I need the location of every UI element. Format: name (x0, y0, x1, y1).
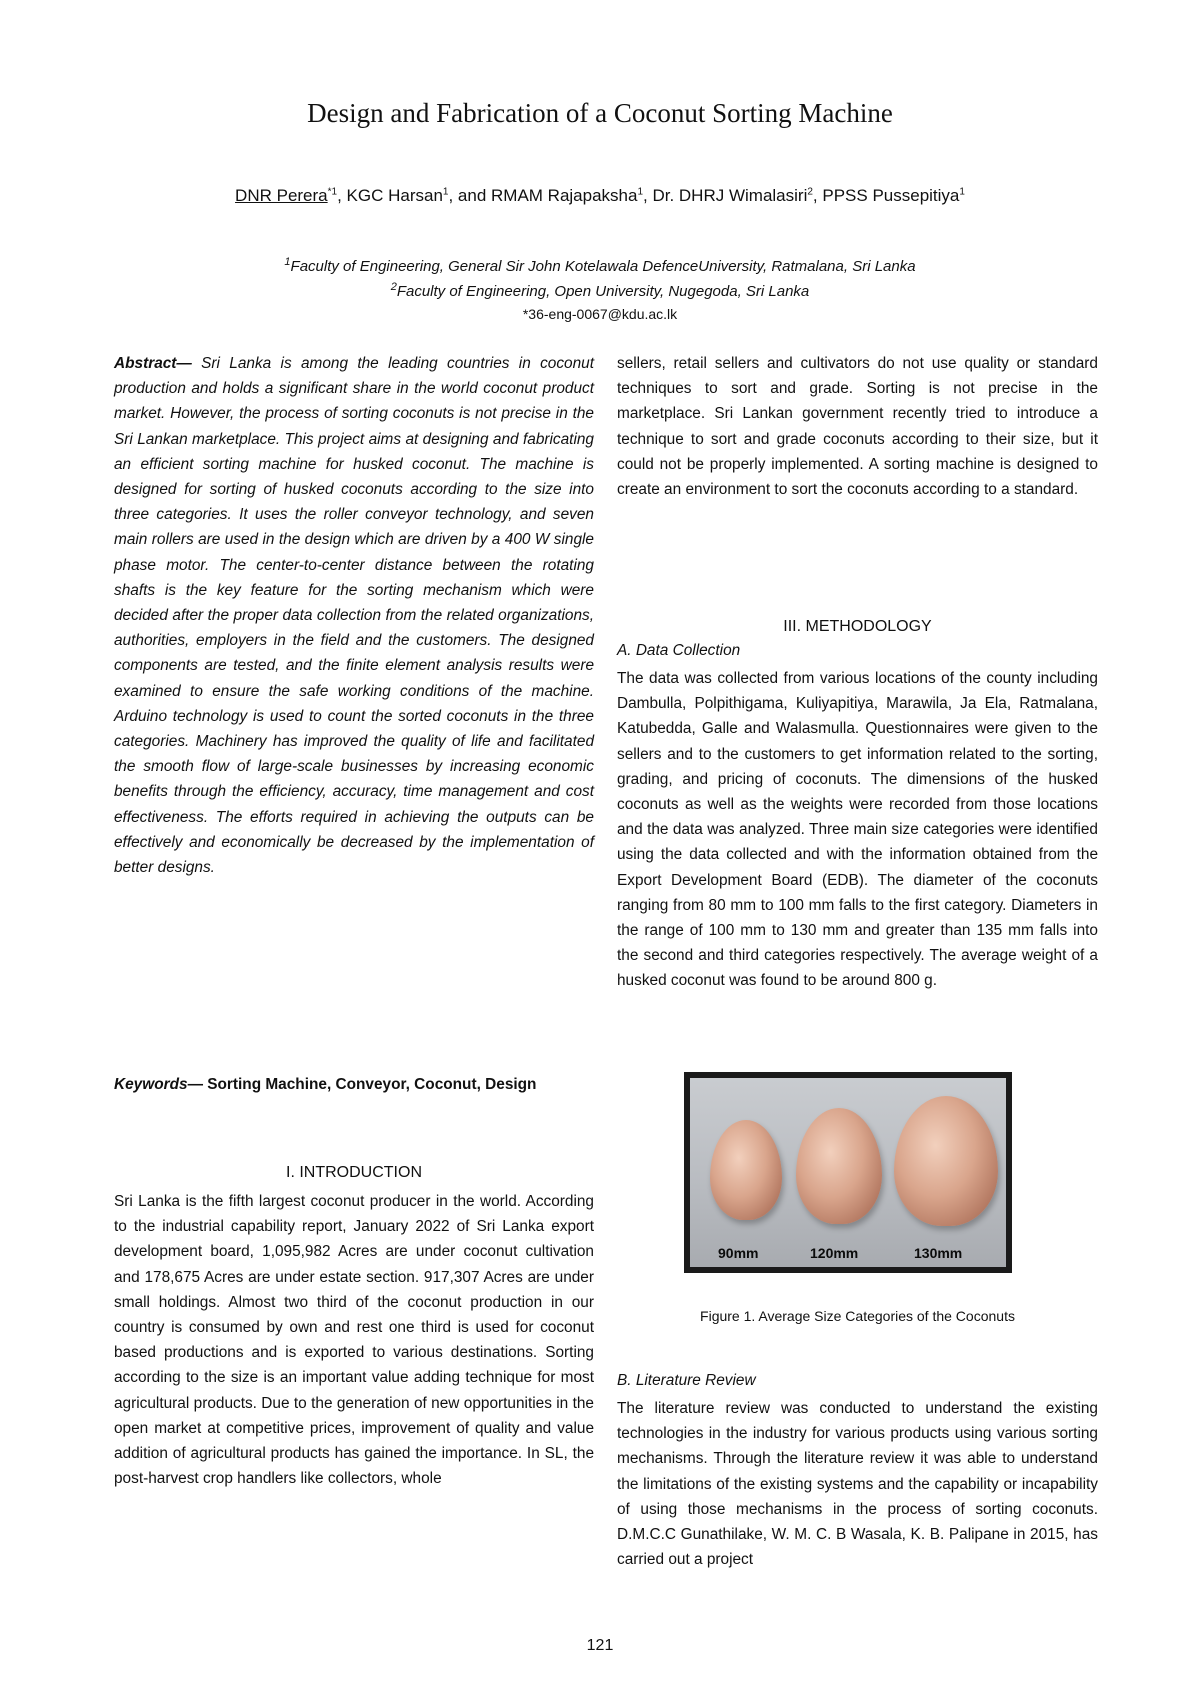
affiliation-1 (0, 256, 1200, 275)
affil-text: Faculty of Engineering, General Sir John Kotelawala DefenceUniversity, Ratmalana, Sri Lanka (290, 258, 916, 275)
coconut-large (894, 1096, 998, 1226)
author-affil-mark: 2 (807, 186, 813, 198)
introduction-text (114, 1189, 594, 1491)
author-name: , Dr. DHRJ Wimalasiri (643, 186, 808, 205)
author-name: DNR Perera (235, 186, 328, 205)
author-name: , and RMAM Rajapaksha (448, 186, 638, 205)
data-collection-subheading: A. Data Collection (617, 642, 741, 659)
literature-review-text (617, 1396, 1098, 1572)
literature-review-subheading: B. Literature Review (617, 1372, 756, 1389)
figure-caption: Figure 1. Average Size Categories of the Coconuts (700, 1308, 1015, 1324)
introduction-heading: I. INTRODUCTION (286, 1164, 422, 1181)
coconut-medium (796, 1108, 882, 1224)
paragraph: sellers, retail sellers and cultivators do not use quality or standard techniques to sort and grade. Sorting is not precise in the marketplace. Sri Lankan government recently tried to introduce a technique to sort and grade coconuts according to their size, but it could not be properly implemented. A sorting machine is designed to create an environment to sort the coconuts according to a standard. (617, 355, 1098, 499)
affil-mark: 2 (390, 281, 397, 293)
author-list (0, 186, 1200, 206)
coconut-small (710, 1120, 782, 1220)
affil-text: Faculty of Engineering, Open University, Nugegoda, Sri Lanka (396, 283, 810, 300)
paragraph: The data was collected from various locations of the county including Dambulla, Polpithigama, Kuliyapitiya, Marawila, Ja Ela, Ratmalana, Katubedda, Galle and Walasmulla. Questionnaires were given to the sellers and to the customers to get information related to the sorting, grading, and pricing of coconuts. The dimensions of the husked coconuts as well as the weights were recorded from those locations and the data was analyzed. Three main size categories were identified using the data collected and with the information obtained from the Export Development Board (EDB). The diameter of the coconuts ranging from 80 mm to 100 mm falls to the first category. Diameters in the range of 100 mm to 130 mm and greater than 135 mm falls into the second and third categories respectively. The average weight of a husked coconut was found to be around 800 g. (617, 670, 1098, 990)
page-number: 121 (586, 1637, 614, 1654)
abstract-text: Sri Lanka is among the leading countries in coconut production and holds a significant share in the world coconut product market. However, the process of sorting coconuts is not precise in the Sri Lankan marketplace. This project aims at designing and fabricating an efficient sorting machine for husked coconut. The machine is designed for sorting of husked coconuts according to the size into three categories. It uses the roller conveyor technology, and seven main rollers are used in the design which are driven by a 400 W single phase motor. The center-to-center distance between the rotating shafts is the key feature for the sorting mechanism which were decided after the proper data collection from the related organizations, authorities, employers in the field and the customers. The designed components are tested, and the finite element analysis results were examined to ensure the safe working conditions of the machine. Arduino technology is used to count the sorted coconuts in the three categories. Machinery has improved the quality of life and facilitated the smooth flow of large-scale businesses by increasing economic benefits through the efficiency, accuracy, time management and cost effectiveness. The efforts required in achieving the outputs can be effectively and economically be decreased by the implementation of better designs. (114, 355, 594, 877)
author-affil-mark: 1 (442, 186, 449, 198)
abstract (114, 351, 594, 880)
size-label: 120mm (810, 1245, 859, 1261)
contact-email: *36-eng-0067@kdu.ac.lk (522, 306, 678, 322)
author-name: , PPSS Pussepitiya (812, 186, 960, 205)
coconut-photo (684, 1072, 1012, 1273)
affiliation-2 (0, 281, 1200, 300)
paper-title: Design and Fabrication of a Coconut Sorting Machine (307, 98, 893, 128)
methodology-heading: III. METHODOLOGY (783, 618, 932, 635)
size-label: 130mm (914, 1245, 963, 1261)
introduction-continued (617, 351, 1098, 502)
keywords-text: — Sorting Machine, Conveyor, Coconut, Design (187, 1076, 537, 1093)
author-name: , KGC Harsan (337, 186, 443, 205)
keywords-label: Keywords (114, 1076, 188, 1093)
size-label: 90mm (718, 1245, 759, 1261)
photo-background (690, 1078, 1006, 1267)
data-collection-text (617, 666, 1098, 994)
author-affil-mark: 1 (637, 186, 644, 198)
affil-mark: 1 (284, 256, 291, 268)
author-affil-mark: *1 (327, 186, 338, 198)
abstract-label: Abstract— (114, 355, 192, 372)
paragraph: Sri Lanka is the fifth largest coconut producer in the world. According to the industrial capability report, January 2022 of Sri Lanka export development board, 1,095,982 Acres are under coconut cultivation and 178,675 Acres are under estate section. 917,307 Acres are under small holdings. Almost two third of the coconut production in our country is consumed by own and rest one third is used for coconut based productions and is exported to various destinations. Sorting according to the size is an important value adding technique for most agricultural products. Due to the generation of new opportunities in the open market at competitive prices, improvement of quality and value addition of agricultural products has gained the importance. In SL, the post-harvest crop handlers like collectors, whole (114, 1193, 594, 1488)
author-affil-mark: 1 (959, 186, 965, 198)
paragraph: The literature review was conducted to understand the existing technologies in the industry for various products using various sorting mechanisms. Through the literature review it was able to understand the limitations of the existing systems and the capability or incapability of using those mechanisms in the process of sorting coconuts. D.M.C.C Gunathilake, W. M. C. B Wasala, K. B. Palipane in 2015, has carried out a project (617, 1400, 1098, 1569)
keywords (114, 1072, 594, 1097)
